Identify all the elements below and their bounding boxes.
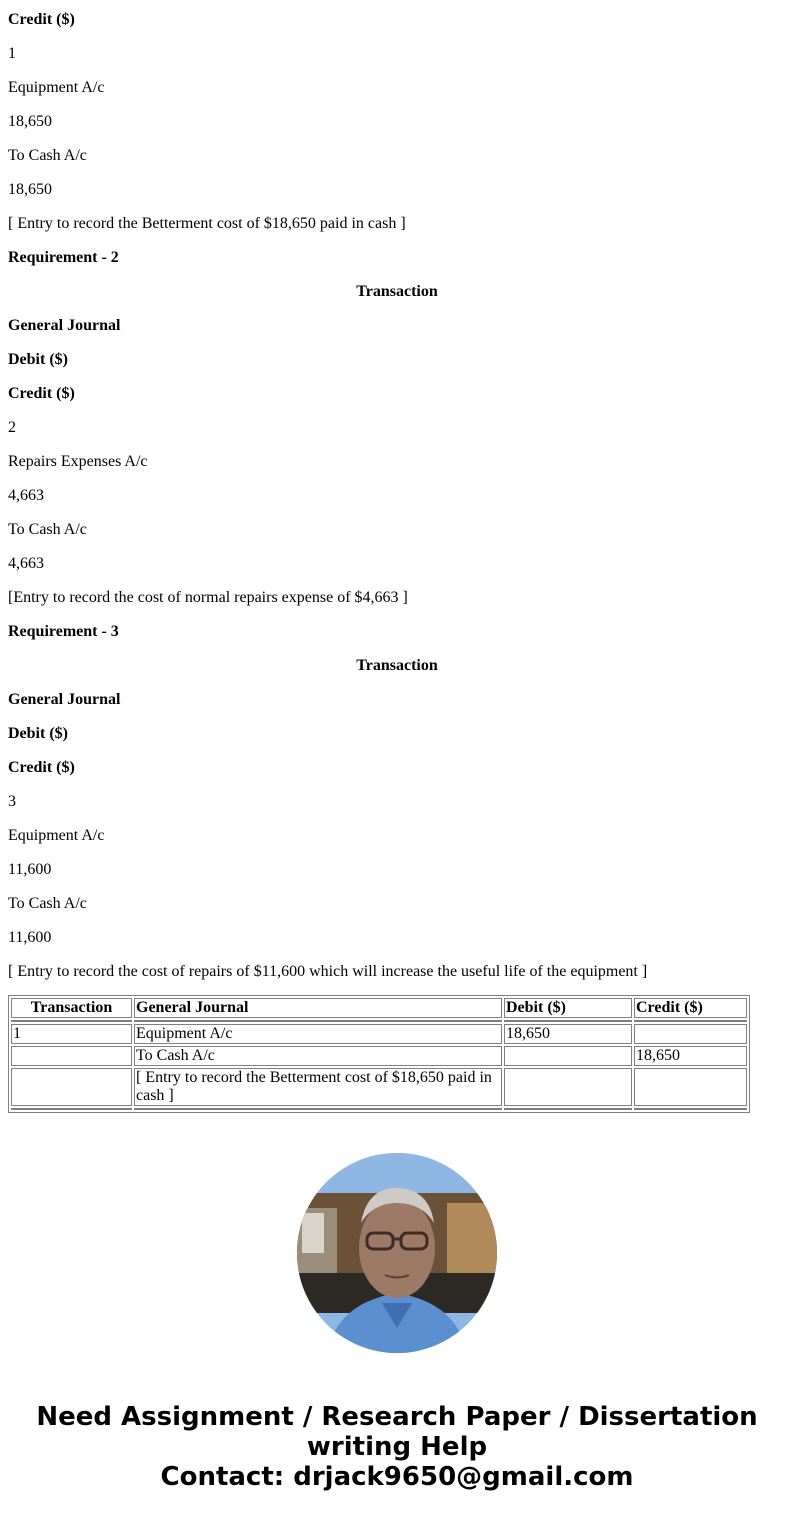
journal-line: 3 [8, 793, 16, 810]
promo-banner [0, 1402, 794, 1492]
journal-line: Credit ($) [8, 385, 75, 402]
table-row [11, 1024, 747, 1044]
cell-debit [504, 1046, 632, 1066]
journal-line: Debit ($) [8, 725, 68, 742]
cell-debit: 18,650 [504, 1024, 632, 1044]
journal-line: General Journal [8, 317, 121, 334]
cell-account: To Cash A/c [134, 1046, 502, 1066]
journal-line: [ Entry to record the Betterment cost of $18,650 paid in cash ] [8, 215, 406, 232]
table-header-row [11, 998, 747, 1018]
table-separator [11, 1020, 747, 1022]
journal-line: 18,650 [8, 113, 52, 130]
journal-line: 1 [8, 45, 16, 62]
cell-account: Equipment A/c [134, 1024, 502, 1044]
promo-line-1: Need Assignment / Research Paper / Dissertation [36, 1402, 758, 1432]
journal-line: [Entry to record the cost of normal repairs expense of $4,663 ] [8, 589, 408, 606]
promo-line-2: writing Help [306, 1432, 488, 1462]
cell-narration: [ Entry to record the Betterment cost of $18,650 paid in cash ] [134, 1068, 502, 1106]
journal-line: To Cash A/c [8, 521, 87, 538]
header-credit: Credit ($) [634, 998, 747, 1018]
header-debit: Debit ($) [504, 998, 632, 1018]
journal-line: Transaction [356, 657, 438, 674]
promo-contact: Contact: drjack9650@gmail.com [160, 1462, 634, 1492]
journal-line: Requirement - 2 [8, 249, 119, 266]
journal-line: 18,650 [8, 181, 52, 198]
author-avatar [297, 1153, 497, 1353]
cell-transaction [11, 1046, 132, 1066]
cell-credit [634, 1068, 747, 1106]
journal-line: 4,663 [8, 487, 44, 504]
journal-line: Credit ($) [8, 759, 75, 776]
journal-line: To Cash A/c [8, 147, 87, 164]
journal-line: General Journal [8, 691, 121, 708]
journal-line: Transaction [356, 283, 438, 300]
journal-line: Debit ($) [8, 351, 68, 368]
avatar [297, 1153, 497, 1353]
journal-line: Repairs Expenses A/c [8, 453, 148, 470]
journal-line: 11,600 [8, 861, 52, 878]
journal-table [8, 995, 750, 1113]
person-photo-illustration [297, 1153, 497, 1353]
journal-line: 11,600 [8, 929, 52, 946]
journal-line: 2 [8, 419, 16, 436]
journal-line: [ Entry to record the cost of repairs of $11,600 which will increase the useful life of the equipment ] [8, 963, 648, 980]
journal-line: Requirement - 3 [8, 623, 119, 640]
cell-debit [504, 1068, 632, 1106]
journal-line: Equipment A/c [8, 79, 105, 96]
journal-line: 4,663 [8, 555, 44, 572]
journal-line: To Cash A/c [8, 895, 87, 912]
cell-credit [634, 1024, 747, 1044]
header-transaction: Transaction [11, 998, 132, 1018]
journal-line: Equipment A/c [8, 827, 105, 844]
table-separator [11, 1108, 747, 1110]
journal-line: Credit ($) [8, 11, 75, 28]
header-general-journal: General Journal [134, 998, 502, 1018]
table-row [11, 1068, 747, 1106]
table-row [11, 1046, 747, 1066]
journal-lines [8, 0, 786, 986]
cell-transaction [11, 1068, 132, 1106]
cell-credit: 18,650 [634, 1046, 747, 1066]
cell-transaction: 1 [11, 1024, 132, 1044]
